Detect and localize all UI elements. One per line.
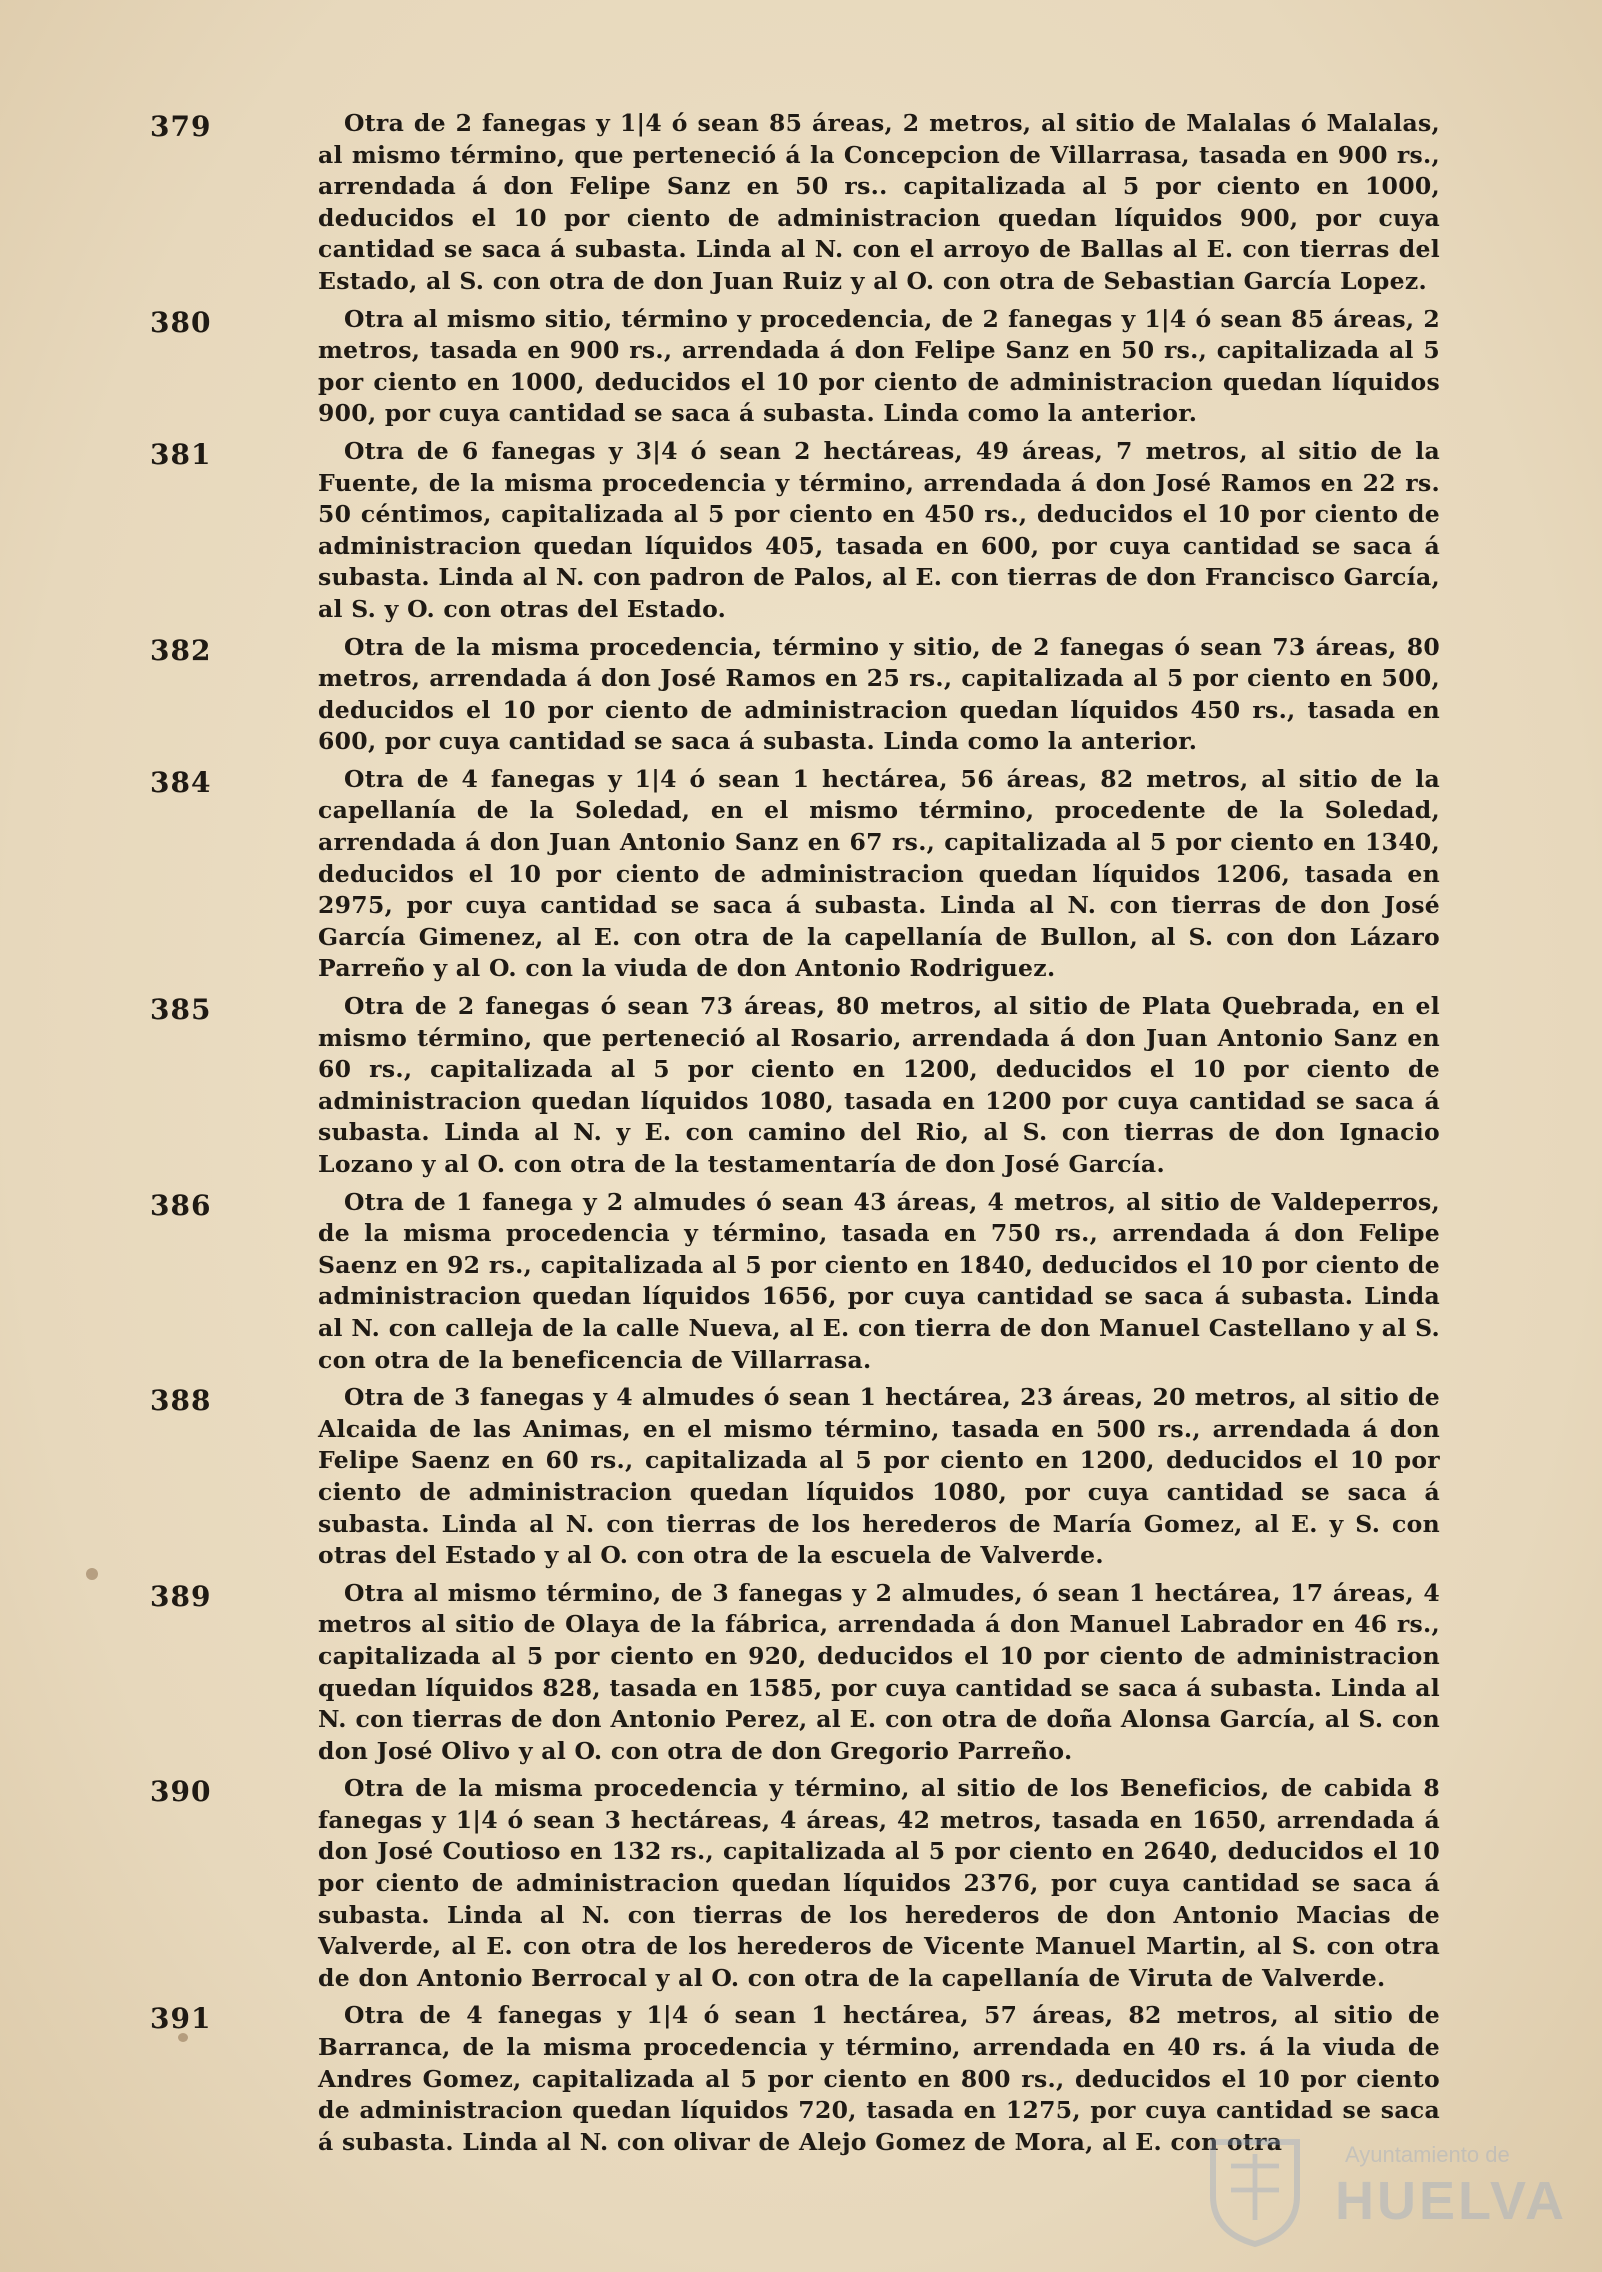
- watermark-main-text: HUELVA: [1335, 2171, 1567, 2231]
- entry-text: Otra de 6 fanegas y 3|4 ó sean 2 hectáreas, 49 áreas, 7 metros, al sitio de la Fuente, de la misma procedencia y término, arrendada á don José Ramos en 22 rs. 50 céntimos, capitalizada al 5 por ciento en 450 rs., deducidos el 10 por ciento de administracion quedan líquidos 405, tasada en 600, por cuya cantidad se saca á subasta. Linda al N. con padron de Palos, al E. con tierras de don Francisco García, al S. y O. con otras del Estado.: [318, 436, 1440, 623]
- entry-text: Otra al mismo sitio, término y procedencia, de 2 fanegas y 1|4 ó sean 85 áreas, 2 metros, tasada en 900 rs., arrendada á don Felipe Sanz en 50 rs., capitalizada al 5 por ciento en 1000, deducidos el 10 por ciento de administracion quedan líquidos 900, por cuya cantidad se saca á subasta. Linda como la anterior.: [318, 304, 1440, 428]
- entry-text: Otra de 2 fanegas ó sean 73 áreas, 80 metros, al sitio de Plata Quebrada, en el mismo término, que perteneció al Rosario, arrendada á don Juan Antonio Sanz en 60 rs., capitalizada al 5 por ciento en 1200, deducidos el 10 por ciento de administracion quedan líquidos 1080, tasada en 1200 por cuya cantidad se saca á subasta. Linda al N. y E. con camino del Rio, al S. con tierras de don Ignacio Lozano y al O. con otra de la testamentaría de don José García.: [318, 992, 1440, 1178]
- list-item: [150, 1578, 1440, 1768]
- entry-number: 391: [150, 2002, 212, 2036]
- list-item: [150, 632, 1440, 758]
- crest-icon: [1195, 2130, 1315, 2250]
- entry-text: Otra al mismo término, de 3 fanegas y 2 almudes, ó sean 1 hectárea, 17 áreas, 4 metros al sitio de Olaya de la fábrica, arrendada á don Manuel Labrador en 46 rs., capitalizada al 5 por ciento en 920, deducidos el 10 por ciento de administracion quedan líquidos 828, tasada en 1585, por cuya cantidad se saca á subasta. Linda al N. con tierras de don Antonio Perez, al E. con otra de doña Alonsa García, al S. con don José Olivo y al O. con otra de don Gregorio Parreño.: [318, 1578, 1440, 1765]
- list-item: [150, 1773, 1440, 1994]
- list-item: [150, 1187, 1440, 1377]
- ink-speck: [86, 1568, 98, 1580]
- entry-text: Otra de 1 fanega y 2 almudes ó sean 43 áreas, 4 metros, al sitio de Valdeperros, de la misma procedencia y término, tasada en 750 rs., arrendada á don Felipe Saenz en 92 rs., capitalizada al 5 por ciento en 1840, deducidos el 10 por ciento de administracion quedan líquidos 1656, por cuya cantidad se saca á subasta. Linda al N. con calleja de la calle Nueva, al E. con tierra de don Manuel Castellano y al S. con otra de la beneficencia de Villarrasa.: [318, 1187, 1440, 1374]
- entry-number: 386: [150, 1188, 212, 1222]
- entry-text: Otra de la misma procedencia, término y sitio, de 2 fanegas ó sean 73 áreas, 80 metros, arrendada á don José Ramos en 25 rs., capitalizada al 5 por ciento en 500, deducidos el 10 por ciento de administracion quedan líquidos 450 rs., tasada en 600, por cuya cantidad se saca á subasta. Linda como la anterior.: [318, 632, 1440, 756]
- entry-number: 389: [150, 1579, 212, 1613]
- entry-number: 390: [150, 1775, 212, 1809]
- watermark: [1185, 2130, 1567, 2250]
- entry-text: Otra de 4 fanegas y 1|4 ó sean 1 hectárea, 56 áreas, 82 metros, al sitio de la capellanía de la Soledad, en el mismo término, procedente de la Soledad, arrendada á don Juan Antonio Sanz en 67 rs., capitalizada al 5 por ciento en 1340, deducidos el 10 por ciento de administracion quedan líquidos 1206, tasada en 2975, por cuya cantidad se saca á subasta. Linda al N. con tierras de don José García Gimenez, al E. con otra de la capellanía de Bullon, al S. con don Lázaro Parreño y al O. con la viuda de don Antonio Rodriguez.: [318, 764, 1440, 983]
- list-item: [150, 304, 1440, 430]
- entry-text: Otra de 4 fanegas y 1|4 ó sean 1 hectárea, 57 áreas, 82 metros, al sitio de Barranca, de la misma procedencia y término, arrendada en 40 rs. á la viuda de Andres Gomez, capitalizada al 5 por ciento en 800 rs., deducidos el 10 por ciento de administracion quedan líquidos 720, tasada en 1275, por cuya cantidad se saca á subasta. Linda al N. con olivar de Alejo Gomez de Mora, al E. con otra: [318, 2001, 1440, 2156]
- entry-number: 382: [150, 633, 212, 667]
- entry-text: Otra de 2 fanegas y 1|4 ó sean 85 áreas, 2 metros, al sitio de Malalas ó Malalas, al mismo término, que perteneció á la Concepcion de Villarrasa, tasada en 900 rs., arrendada á don Felipe Sanz en 50 rs.. capitalizada al 5 por ciento en 1000, deducidos el 10 por ciento de administracion quedan líquidos 900, por cuya cantidad se saca á subasta. Linda al N. con el arroyo de Ballas al E. con tierras del Estado, al S. con otra de don Juan Ruiz y al O. con otra de Sebastian García Lopez.: [318, 109, 1440, 295]
- entry-number: 384: [150, 765, 212, 799]
- list-item: [150, 108, 1440, 298]
- entry-number: 388: [150, 1384, 212, 1418]
- list-item: [150, 1382, 1440, 1572]
- entry-number: 379: [150, 110, 212, 143]
- entry-text: Otra de la misma procedencia y término, al sitio de los Beneficios, de cabida 8 fanegas y 1|4 ó sean 3 hectáreas, 4 áreas, 42 metros, tasada en 1650, arrendada á don José Coutioso en 132 rs., capitalizada al 5 por ciento en 2640, deducidos el 10 por ciento de administracion quedan líquidos 2376, por cuya cantidad se saca á subasta. Linda al N. con tierras de los herederos de don Antonio Macias de Valverde, al E. con otra de los herederos de Vicente Manuel Martin, al S. con otra de don Antonio Berrocal y al O. con otra de la capellanía de Viruta de Valverde.: [318, 1774, 1440, 1992]
- list-item: [150, 436, 1440, 626]
- entry-number: 381: [150, 437, 212, 471]
- entry-number: 380: [150, 305, 212, 339]
- list-item: [150, 764, 1440, 985]
- list-item: [150, 991, 1440, 1181]
- entry-list: [150, 108, 1440, 2164]
- entry-text: Otra de 3 fanegas y 4 almudes ó sean 1 hectárea, 23 áreas, 20 metros, al sitio de Alcaida de las Animas, en el mismo término, tasada en 500 rs., arrendada á don Felipe Saenz en 60 rs., capitalizada al 5 por ciento en 1200, deducidos el 10 por ciento de administracion quedan líquidos 1080, por cuya cantidad se saca á subasta. Linda al N. con tierras de los herederos de María Gomez, al E. y S. con otras del Estado y al O. con otra de la escuela de Valverde.: [318, 1383, 1440, 1570]
- watermark-top-text: Ayuntamiento de: [1345, 2142, 1510, 2167]
- entry-number: 385: [150, 993, 212, 1027]
